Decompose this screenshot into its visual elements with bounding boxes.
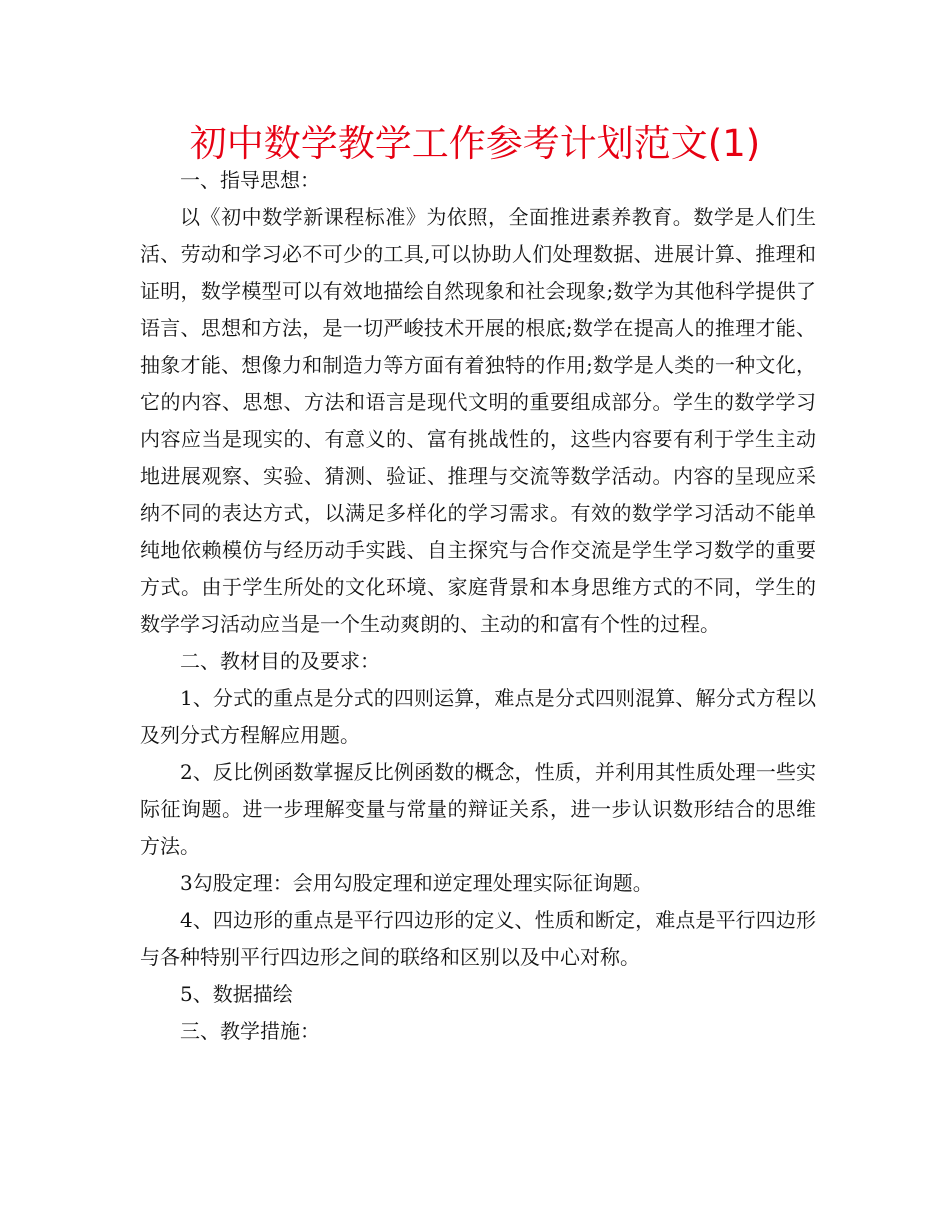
paragraph-guiding-thought: 以《初中数学新课程标准》为依照，全面推进素养教育。数学是人们生活、劳动和学习必不可少的工具,可以协助人们处理数据、进展计算、推理和证明，数学模型可以有效地描绘自然现象和社会现象;数学为其他科学提供了语言、思想和方法，是一切严峻技术开展的根底;数学在提高人的推理才能、抽象才能、想像力和制造力等方面有着独特的作用;数学是人类的一种文化，它的内容、思想、方法和语言是现代文明的重要组成部分。学生的数学学习内容应当是现实的、有意义的、富有挑战性的，这些内容要有利于学生主动地进展观察、实验、猜测、验证、推理与交流等数学活动。内容的呈现应采纳不同的表达方式，以满足多样化的学习需求。有效的数学学习活动不能单纯地依赖模仿与经历动手实践、自主探究与合作交流是学生学习数学的重要方式。由于学生所处的文化环境、家庭背景和本身思维方式的不同，学生的数学学习活动应当是一个生动爽朗的、主动的和富有个性的过程。 [140, 205, 816, 636]
goal-item-pythagorean: 3勾股定理：会用勾股定理和逆定理处理实际征询题。 [180, 871, 653, 895]
document-body [140, 162, 816, 1050]
goal-item-fractions: 1、分式的重点是分式的四则运算，难点是分式四则混算、解分式方程以及列分式方程解应用题。 [140, 686, 816, 747]
document-title: 初中数学教学工作参考计划范文(1) [189, 122, 761, 165]
heading-teaching-goals: 二、教材目的及要求： [180, 649, 380, 673]
goal-item-data-description: 5、数据描绘 [180, 982, 293, 1006]
heading-guiding-thought: 一、指导思想： [180, 168, 320, 192]
goal-item-quadrilaterals: 4、四边形的重点是平行四边形的定义、性质和断定，难点是平行四边形与各种特别平行四边形之间的联络和区别以及中心对称。 [140, 908, 816, 969]
goal-item-inverse-proportion: 2、反比例函数掌握反比例函数的概念，性质，并利用其性质处理一些实际征询题。进一步理解变量与常量的辩证关系，进一步认识数形结合的思维方法。 [140, 760, 816, 858]
heading-teaching-measures: 三、教学措施： [180, 1019, 320, 1043]
